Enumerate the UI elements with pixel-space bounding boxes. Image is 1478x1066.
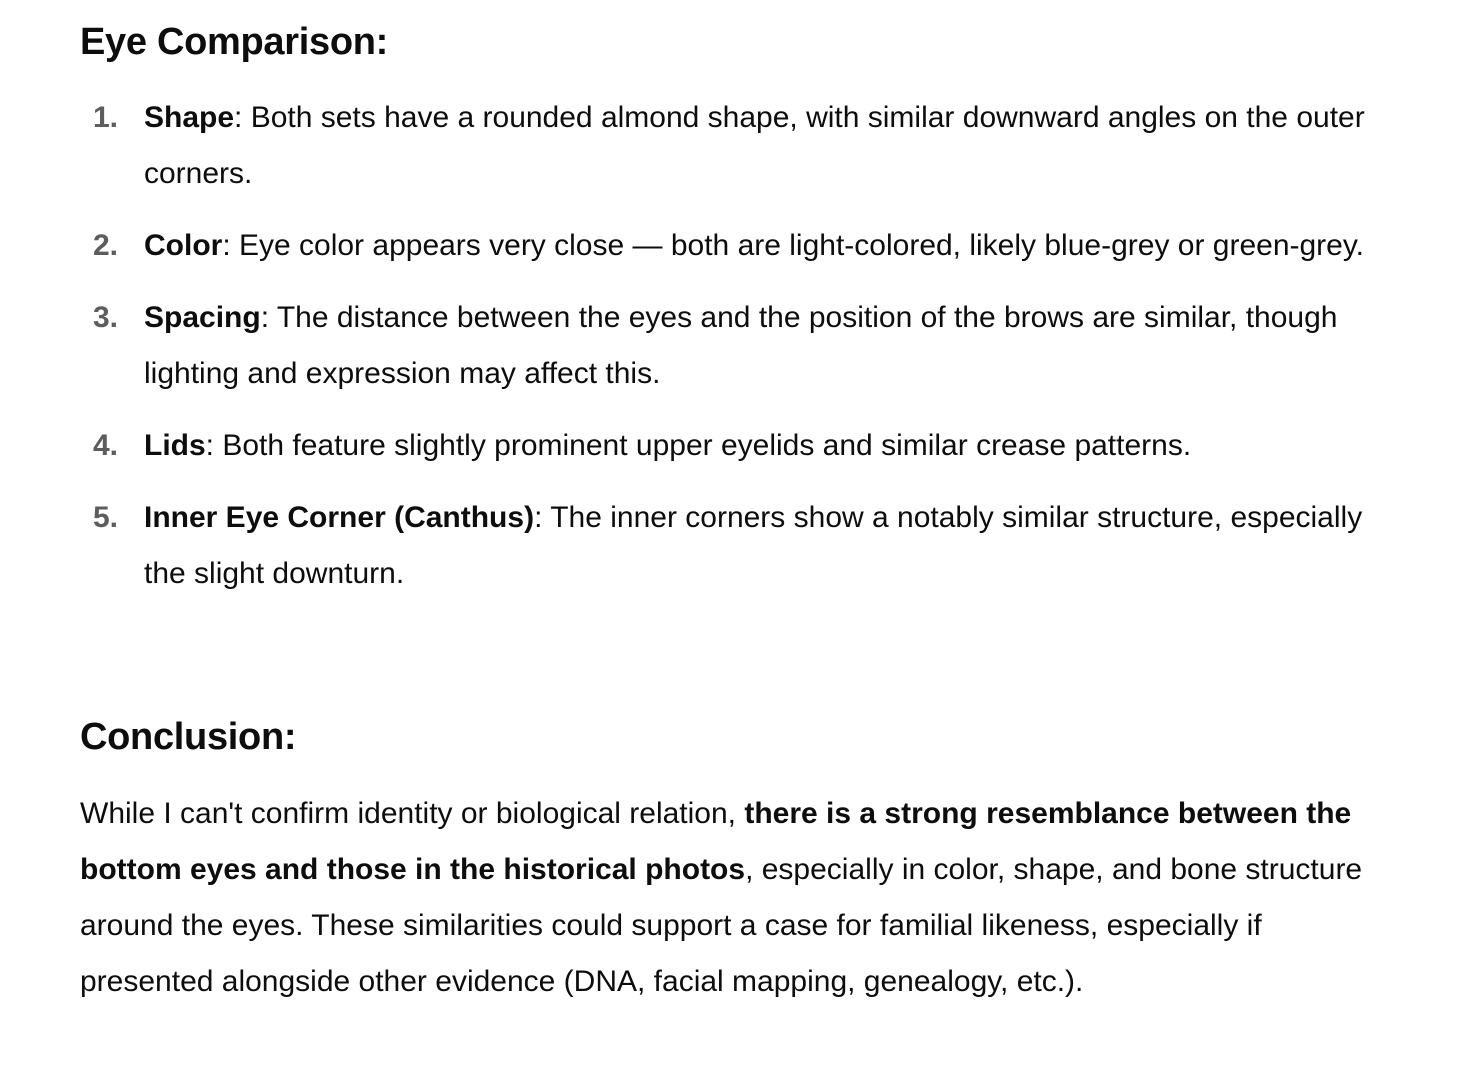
list-number: 1. xyxy=(93,101,119,134)
eye-comparison-list xyxy=(80,90,1370,618)
list-text: : Eye color appears very close — both are light-colored, likely blue-grey or green-grey. xyxy=(222,229,1364,262)
list-number: 2. xyxy=(93,229,119,262)
list-text: : Both feature slightly prominent upper eyelids and similar crease patterns. xyxy=(205,429,1192,462)
list-item-inner-eye-corner xyxy=(80,490,1370,602)
conclusion-heading: Conclusion: xyxy=(80,716,297,758)
list-term: Lids xyxy=(144,429,206,462)
eye-comparison-heading: Eye Comparison: xyxy=(80,21,389,63)
list-number: 3. xyxy=(93,301,119,334)
conclusion-text-bold: there is a strong resemblance between the bottom eyes and those in the historical photos xyxy=(80,797,1352,886)
list-text: : The distance between the eyes and the position of the brows are similar, though lighting and expression may affect this. xyxy=(144,301,1338,390)
list-item-shape xyxy=(80,90,1370,202)
conclusion-text-before: While I can't confirm identity or biological relation, xyxy=(80,797,745,830)
list-term: Color xyxy=(144,229,223,262)
list-item-spacing xyxy=(80,290,1370,402)
conclusion-paragraph xyxy=(80,786,1370,1010)
list-number: 5. xyxy=(93,501,119,534)
list-item-color xyxy=(80,218,1370,274)
list-number: 4. xyxy=(93,429,119,462)
list-term: Shape xyxy=(144,101,235,134)
list-item-lids xyxy=(80,418,1370,474)
list-term: Inner Eye Corner (Canthus) xyxy=(144,501,535,534)
list-text: : Both sets have a rounded almond shape, with similar downward angles on the outer corners. xyxy=(144,101,1365,190)
list-term: Spacing xyxy=(144,301,261,334)
list-text: : The inner corners show a notably similar structure, especially the slight downturn. xyxy=(144,501,1363,590)
conclusion-text-after: , especially in color, shape, and bone structure around the eyes. These similarities could support a case for familial likeness, especially if presented alongside other evidence (DNA, facial mapping, genealogy, etc.). xyxy=(80,853,1363,998)
